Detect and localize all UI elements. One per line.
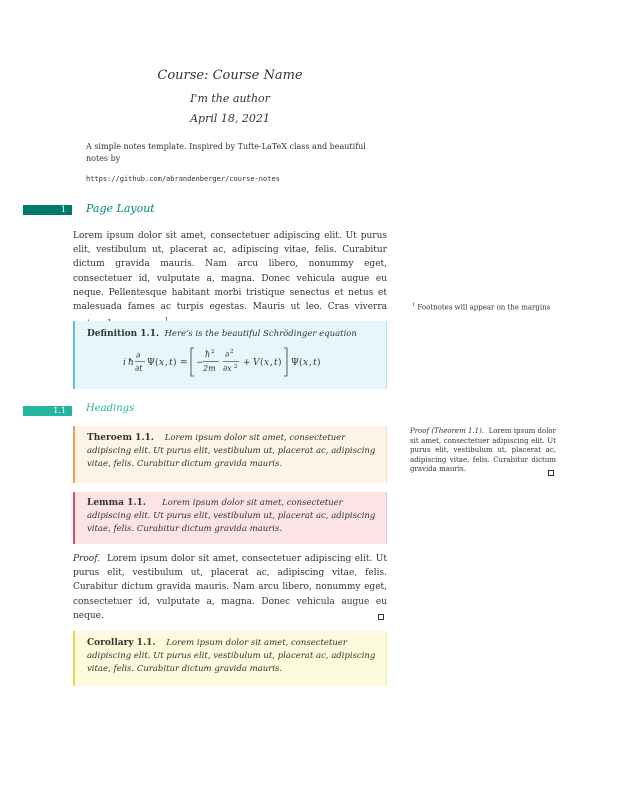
svg-text:t: t xyxy=(169,358,173,368)
svg-text:2: 2 xyxy=(230,349,234,355)
svg-text:x: x xyxy=(303,358,309,368)
definition-label: Definition 1.1. xyxy=(87,329,160,339)
margin-qed-icon xyxy=(548,470,554,476)
svg-text:): ) xyxy=(278,358,282,368)
svg-text:): ) xyxy=(173,358,177,368)
svg-text:,: , xyxy=(309,358,312,368)
svg-text:i: i xyxy=(123,358,126,368)
abstract-text: A simple notes template. Inspired by Tufte-LaTeX class and beautiful notes by xyxy=(86,142,366,163)
svg-text:(: ( xyxy=(260,358,264,368)
section-number-bar: 1 xyxy=(23,205,72,215)
svg-text:−: − xyxy=(196,358,204,368)
section-title: Page Layout xyxy=(86,202,155,215)
svg-text:2: 2 xyxy=(211,349,215,355)
margin-proof-label: Proof (Theorem 1.1). xyxy=(410,427,485,435)
page-title: Course: Course Name xyxy=(157,68,303,83)
proof-qed-icon xyxy=(378,614,384,620)
corollary-label: Corollary 1.1. xyxy=(87,638,156,648)
svg-text:t: t xyxy=(274,358,278,368)
theorem-statement: Lorem ipsum dolor sit amet, consectetuer adipiscing elit. Ut purus elit, vestibulum ut, placerat ac, adipiscing vitae, felis. Curabitur dictum gravida mauris. xyxy=(87,433,376,469)
section-paragraph-text: Lorem ipsum dolor sit amet, consectetuer adipiscing elit. Ut purus elit, vestibulum ut, placerat ac, adipiscing vitae, felis. Curabitur dictum gravida mauris. Nam arcu libero, nonummy eget, consectetuer id, vulputate a, magna. Donec vehicula augue eu neque. Pellentesque habitant morbi tristique senectus et netus et malesuada fames ac turpis egestas. Mauris ut leo. Cras viverra xyxy=(73,231,387,313)
margin-footnote-text: Footnotes will appear on the margins xyxy=(417,303,551,312)
theorem-label: Theroem 1.1. xyxy=(87,433,154,443)
proof-paragraph xyxy=(73,552,387,623)
svg-text:,: , xyxy=(270,358,273,368)
definition-box xyxy=(73,321,387,389)
section-paragraph xyxy=(73,229,387,331)
svg-text:Ψ: Ψ xyxy=(291,358,299,368)
author-line: I'm the author xyxy=(190,92,270,105)
proof-text: Lorem ipsum dolor sit amet, consectetuer adipiscing elit. Ut purus elit, vestibulum ut, placerat ac, adipiscing vitae, felis. Curabitur dictum gravida mauris. Nam arcu libero, nonummy eget, consectetuer id, vulputate a, magna. Donec vehicula augue eu neque. xyxy=(73,554,387,621)
margin-proof-text: Lorem ipsum dolor sit amet, consectetuer adipiscing elit. Ut purus elit, vestibulum ut, placerat ac, adipiscing vitae, felis. Curabitur dictum gravida mauris. xyxy=(410,427,556,473)
svg-text:ħ: ħ xyxy=(205,350,211,359)
svg-text:Ψ: Ψ xyxy=(147,358,155,368)
svg-text:): ) xyxy=(317,358,321,368)
proof-label: Proof. xyxy=(73,554,101,564)
date-line: April 18, 2021 xyxy=(190,112,270,125)
svg-text:ħ: ħ xyxy=(128,358,134,368)
svg-text:2: 2 xyxy=(234,364,238,370)
lemma-box xyxy=(73,492,387,544)
lemma-statement: Lorem ipsum dolor sit amet, consectetuer adipiscing elit. Ut purus elit, vestibulum ut, placerat ac, adipiscing vitae, felis. Curabitur dictum gravida mauris. xyxy=(87,498,376,534)
definition-statement: Here's is the beautiful Schrödinger equation xyxy=(164,329,357,339)
margin-proof xyxy=(410,427,556,475)
svg-text:(: ( xyxy=(299,358,303,368)
schrodinger-equation xyxy=(75,344,387,378)
svg-text:,: , xyxy=(165,358,168,368)
svg-text:x: x xyxy=(264,358,270,368)
svg-text:∂: ∂ xyxy=(225,350,230,359)
subsection-number-bar: 1.1 xyxy=(23,406,72,416)
abstract-url: https://github.com/abrandenberger/course-notes xyxy=(86,175,280,183)
theorem-box xyxy=(73,426,387,483)
corollary-statement: Lorem ipsum dolor sit amet, consectetuer adipiscing elit. Ut purus elit, vestibulum ut, placerat ac, adipiscing vitae, felis. Curabitur dictum gravida mauris. xyxy=(87,638,376,674)
svg-text:=: = xyxy=(180,358,188,368)
lemma-label: Lemma 1.1. xyxy=(87,498,146,508)
subsection-title: Headings xyxy=(86,403,135,414)
svg-text:∂t: ∂t xyxy=(135,364,143,373)
svg-text:∂: ∂ xyxy=(136,351,141,360)
svg-text:+: + xyxy=(243,358,251,368)
svg-text:∂x: ∂x xyxy=(223,364,232,373)
svg-text:(: ( xyxy=(155,358,159,368)
corollary-box xyxy=(73,631,387,686)
svg-text:t: t xyxy=(313,358,317,368)
margin-footnote-mark: 1 xyxy=(412,302,416,308)
svg-text:V: V xyxy=(253,358,260,368)
svg-text:2m: 2m xyxy=(203,364,216,373)
margin-footnote xyxy=(412,301,612,313)
svg-text:x: x xyxy=(159,358,165,368)
